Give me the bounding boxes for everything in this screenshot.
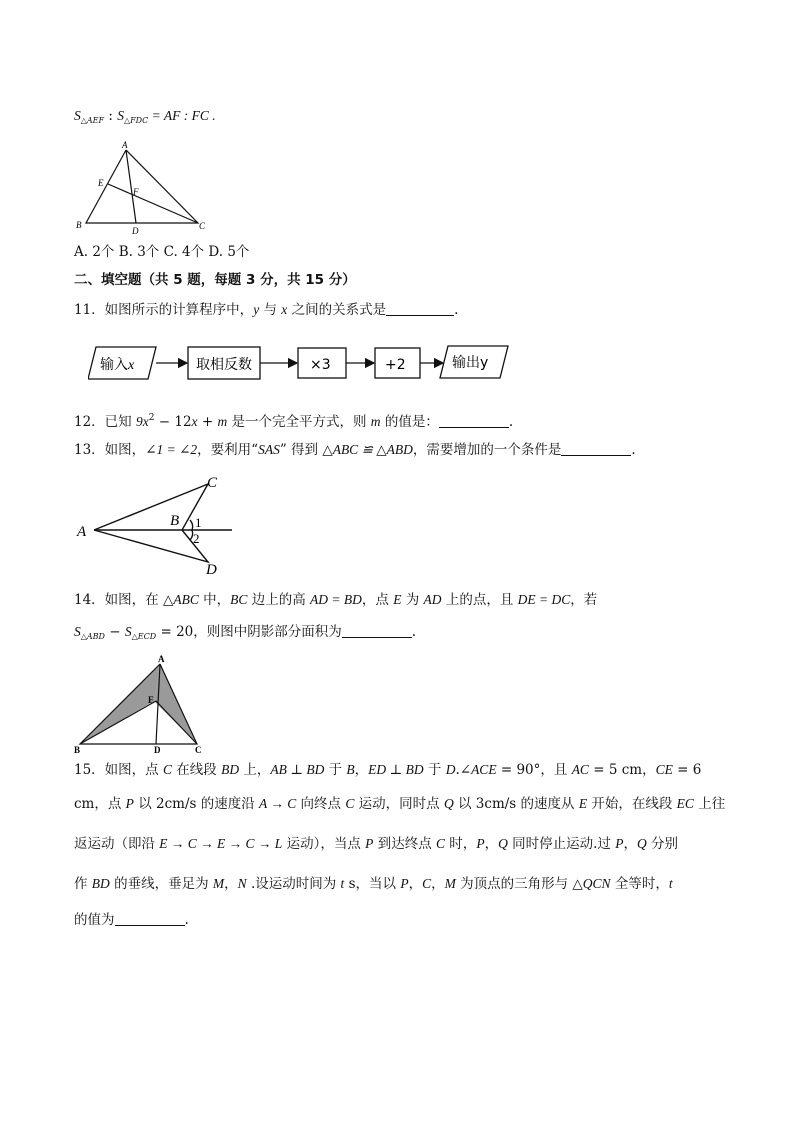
text-segment: 于 [423,762,446,778]
text-segment: EC [676,796,694,811]
text-segment: N [237,876,247,891]
text-segment: ， [484,836,499,852]
text-segment: P [400,876,409,891]
q15-line4 [74,874,673,894]
q14-label-b: B [74,745,81,755]
text-segment: C [422,876,432,891]
q10-label-e: E [98,178,104,188]
text-segment: t [668,876,673,891]
q11-text: 11．如图所示的计算程序中，y 与 x 之间的关系式是 . [74,302,459,318]
text-segment: 作 [74,876,92,892]
text-segment: 开始，在线段 [587,796,677,812]
text-segment: C [436,836,446,851]
text-segment: ， [408,876,423,892]
text-segment: P [125,796,134,811]
text-segment: 以 3cm/s 的速度从 [453,796,579,812]
text-segment: ， [431,876,445,892]
text-segment: 运动），当点 [282,836,366,852]
text-segment: .∠ [455,762,472,778]
text-segment: M [212,876,225,891]
q10-label-f: F [133,187,139,197]
q10-line-be-c [108,184,198,223]
q11-flow-input: 输入 [100,357,128,373]
q15-line1 [74,760,701,780]
q14-line2: $S_{\triangle ABD} - S_{\triangle ECD} = 20$，则图中阴影部分面积为 . [74,624,417,641]
text-segment: Q [498,836,508,851]
text-segment: AB ⊥ BD [270,762,325,777]
q13-label-a: A [77,524,87,540]
q13-label-c: C [207,475,218,491]
text-segment: P [365,836,374,851]
text-segment: t [340,876,345,891]
q15-line3 [74,834,678,854]
q10-triangle-figure [70,138,210,236]
text-segment: 时， [445,836,477,852]
q13-answer-blank[interactable] [561,441,631,456]
text-segment: 同时停止运动.过 [507,836,616,852]
q15-line2 [74,794,725,814]
q10-label-c: C [199,221,206,231]
q10-options: A. 2个 B. 3个 C. 4个 D. 5个 [74,244,250,260]
text-segment: = 90°，且 [496,762,572,778]
text-segment: B [346,762,355,777]
q15-answer-blank[interactable] [115,911,185,926]
q10-label-b: B [76,220,82,230]
text-segment: P [476,836,485,851]
text-segment: 分别 [646,836,678,852]
q14-label-c: C [195,745,202,755]
text-segment: 全等时， [610,876,669,892]
text-segment: .设运动时间为 [246,876,341,892]
text-segment: 运动，同时点 [354,796,444,812]
section-heading: 二、填空题（共 5 题，每题 3 分，共 15 分） [74,272,356,288]
text-segment: ED ⊥ BD [368,762,424,777]
q13-figure [72,470,242,578]
text-segment: C [162,762,172,777]
text-segment: 上， [239,762,271,778]
q12-answer-blank[interactable] [439,413,509,428]
text-segment: 于 [324,762,347,778]
q15-line5: 的值为 . [74,912,189,928]
text-segment: 为顶点的三角形与 △ [455,876,583,892]
text-segment: ， [623,836,637,852]
q11-flow-output: 输出y [452,355,489,371]
text-segment: QCN [582,876,611,891]
q11-flow-step1: 取相反数 [196,357,252,373]
q10-formula: $S_{\triangle AEF}$ : $S_{\triangle FDC}$ = AF : FC . [74,108,216,125]
q14-shade-right [154,664,197,744]
text-segment: 返运动（即沿 [74,836,160,852]
q11-flowchart [88,342,518,384]
text-segment: AC [571,762,589,777]
text-segment: = 6 [672,762,702,778]
text-segment: Q [443,796,454,811]
text-segment: P [615,836,624,851]
text-segment: = 5 cm， [588,762,656,778]
text-segment: 到达终点 [373,836,436,852]
text-segment: C [345,796,355,811]
text-segment: 的垂线，垂足为 [109,876,213,892]
text-segment: BD [221,762,240,777]
text-segment: s，当以 [344,876,401,892]
text-segment: ACE [471,762,497,777]
text-segment: 向终点 [296,796,346,812]
q13-label-1: 1 [195,515,202,530]
q14-label-d: D [154,745,161,755]
q13-text: 13．如图，∠1 = ∠2，要利用“SAS” 得到 △ABC ≌ △ABD，需要增加的一个条件是 . [74,442,636,458]
text-segment: ， [354,762,369,778]
q10-label-d: D [132,226,139,236]
q13-label-b: B [170,513,180,529]
text-segment: D [445,762,456,777]
text-segment: ， [224,876,238,892]
text-segment: 以 2cm/s 的速度沿 [133,796,259,812]
text-segment: CE [655,762,673,777]
q14-figure [72,652,212,756]
q13-label-2: 2 [193,531,200,546]
text-segment: 上往 [693,796,726,812]
text-segment: 15．如图，点 [74,762,163,778]
q11-answer-blank[interactable] [386,301,454,316]
q13-label-d: D [206,562,217,578]
svg-text:输入x [100,357,135,373]
text-segment: E [578,796,588,811]
text-segment: BD [91,876,110,891]
q14-line1: 14．如图，在 △ABC 中，BC 边上的高 AD = BD，点 E 为 AD 上的点，且 DE = DC，若 [74,592,598,608]
text-segment: 在线段 [172,762,222,778]
text-segment: E → C → E → C → L [159,836,283,851]
text-segment: M [444,876,456,891]
q11-flow-step3: +2 [385,357,406,373]
q11-flow-input-var: x [128,358,135,373]
q14-answer-blank[interactable] [342,623,412,638]
q11-flow-step2: ×3 [310,357,331,373]
q12-text: 12．已知 $9x^2 - 12x + m$ 是一个完全平方式，则 m 的值是： . [74,413,514,430]
q10-label-a: A [122,140,128,150]
q14-label-e: E [148,695,155,705]
q14-label-a: A [158,654,165,664]
text-segment: A → C [259,796,297,811]
text-segment: Q [636,836,647,851]
text-segment: cm，点 [74,796,126,812]
